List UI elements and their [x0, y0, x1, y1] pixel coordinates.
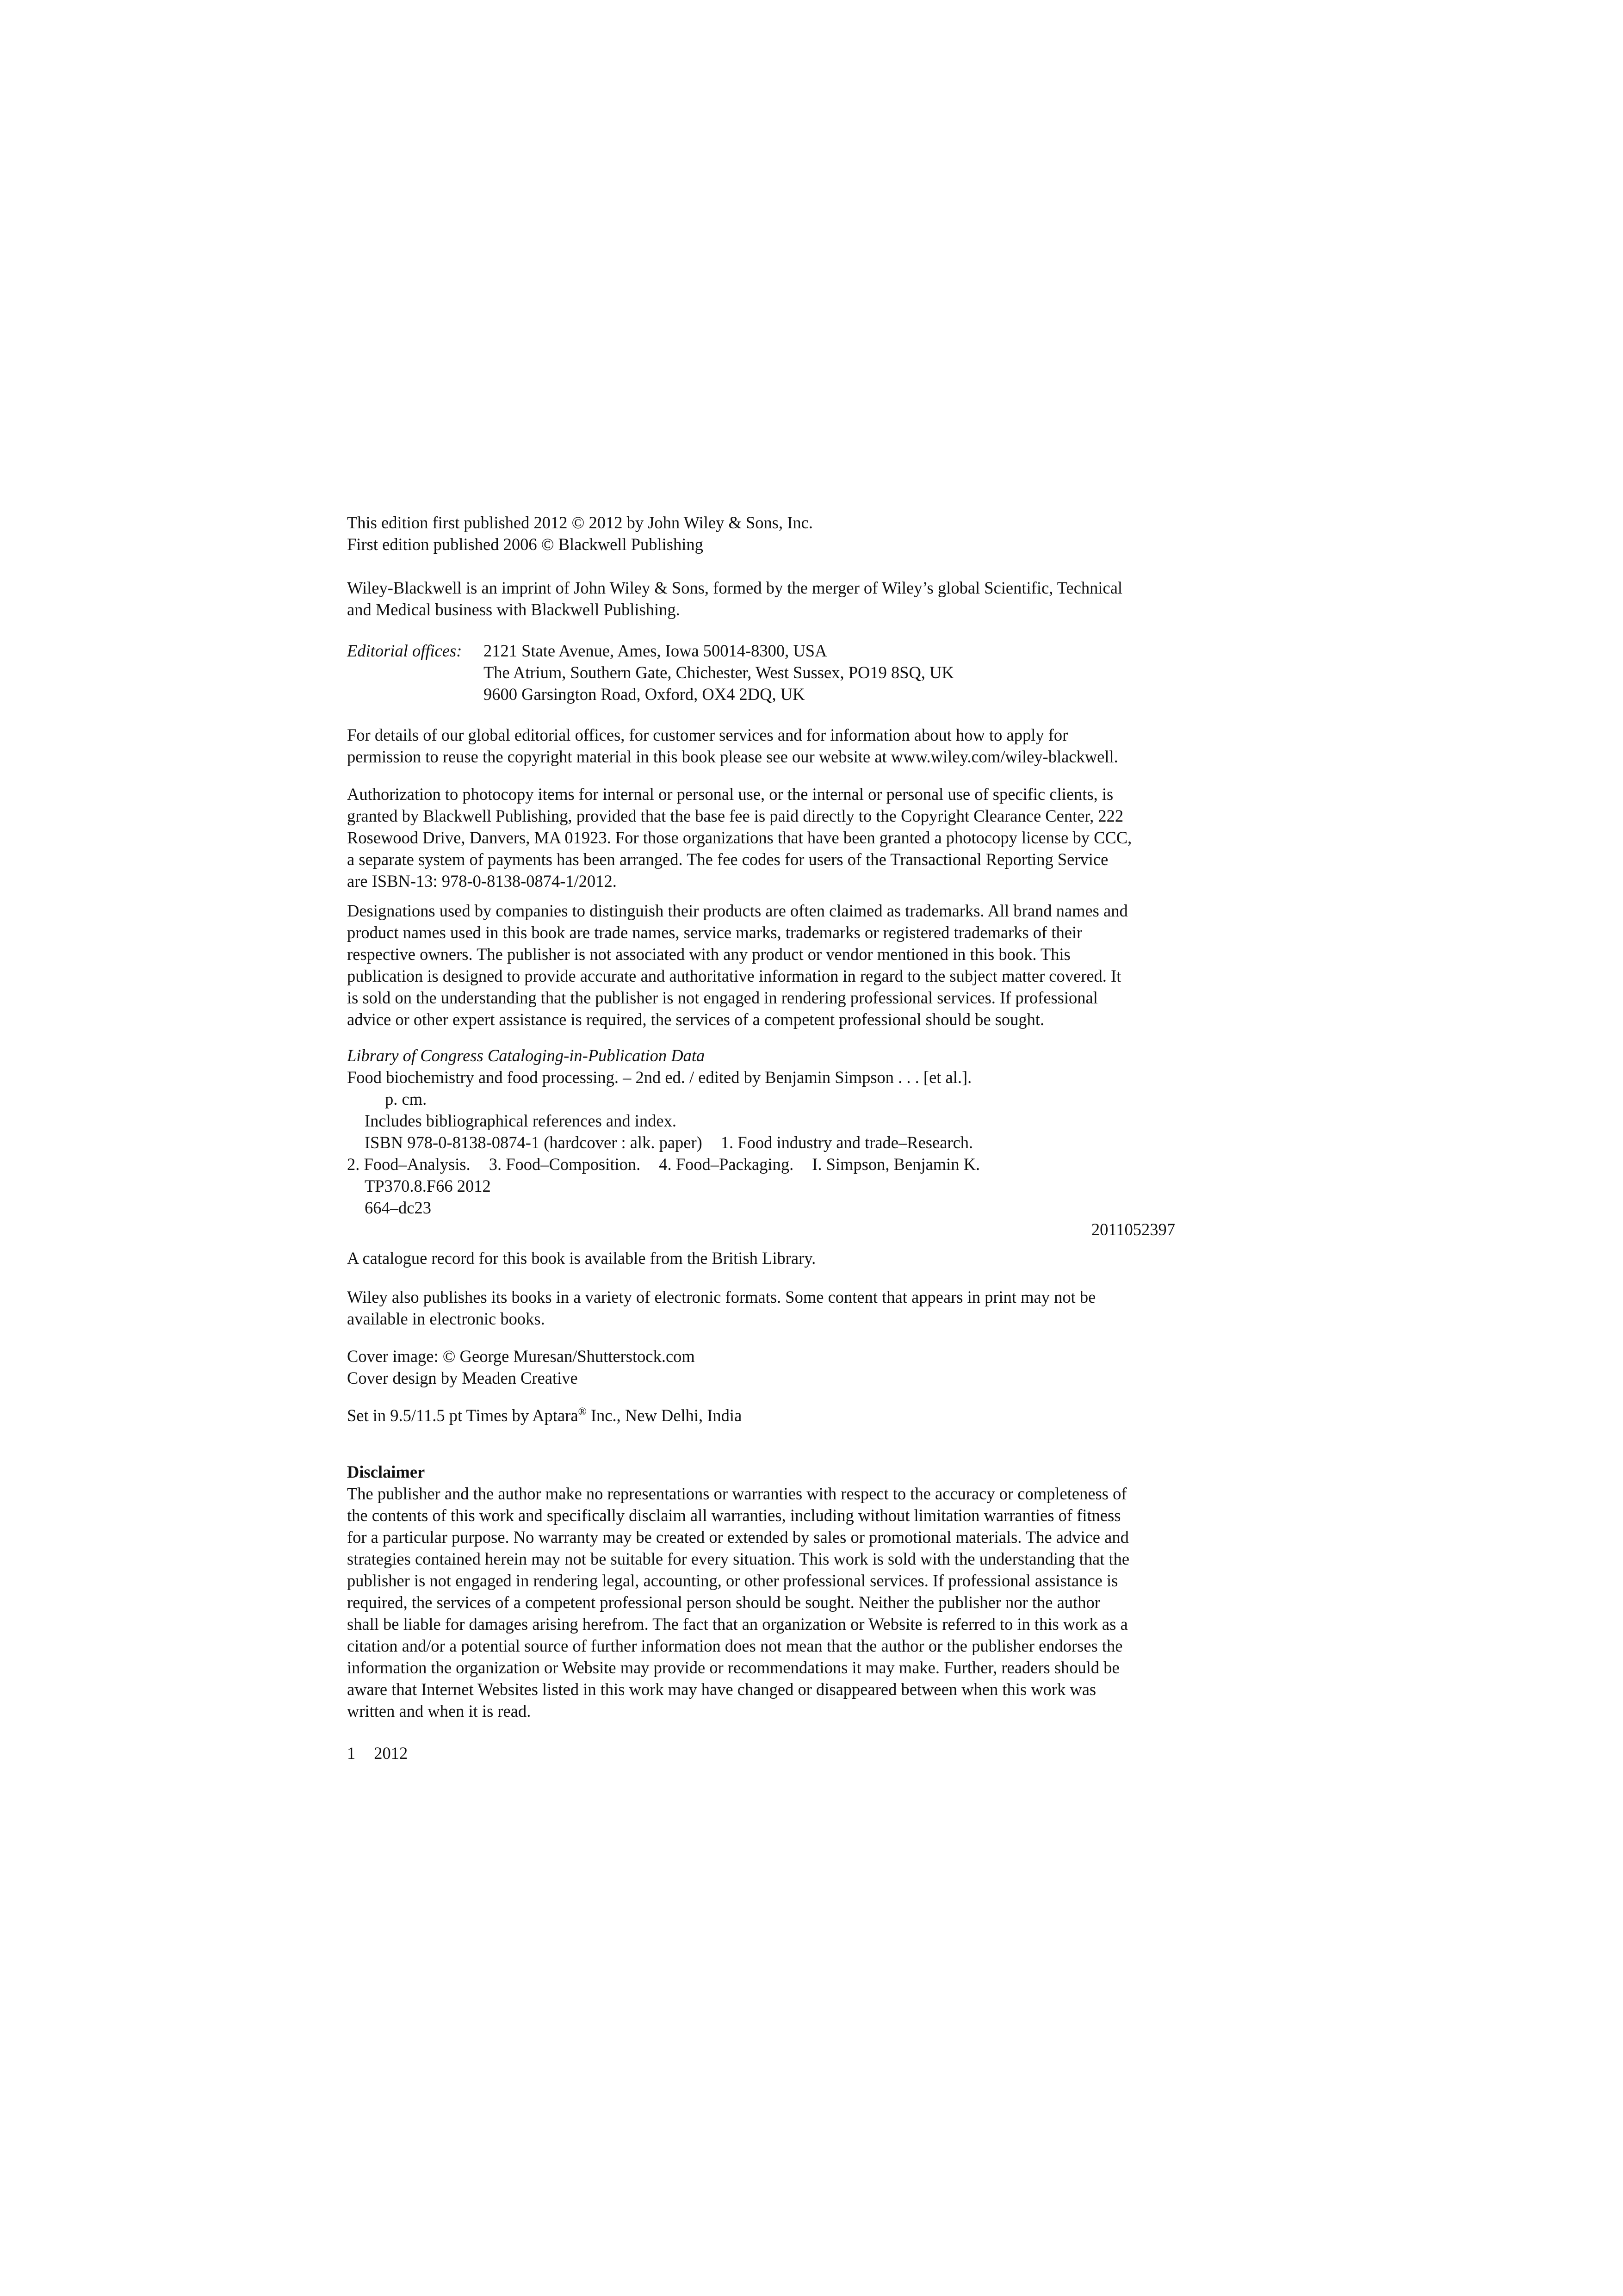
details-line: For details of our global editorial offices, for customer services and for information about how to apply for	[347, 725, 1068, 744]
cip-isbn-line	[347, 1132, 1175, 1153]
cip-lccn: 2011052397	[1091, 1220, 1175, 1239]
offices-label: Editorial offices:	[347, 641, 462, 660]
cip-block	[347, 1045, 1175, 1240]
designations-line: publication is designed to provide accurate and authoritative information in regard to the subject matter covered. It	[347, 966, 1121, 985]
cip-subject: 2. Food–Analysis.	[347, 1155, 471, 1174]
disclaimer-line: the contents of this work and specifically disclaim all warranties, including without limitation warranties of fitness	[347, 1506, 1121, 1525]
disclaimer-heading: Disclaimer	[347, 1462, 425, 1481]
disclaimer-line: information the organization or Website may provide or recommendations it may make. Further, readers should be	[347, 1658, 1120, 1677]
imprint-line: Wiley-Blackwell is an imprint of John Wiley & Sons, formed by the merger of Wiley’s global Scientific, Technical	[347, 578, 1123, 597]
cover-image-credit: Cover image: © George Muresan/Shutterstock.com	[347, 1347, 695, 1366]
catalogue-block	[347, 1247, 1175, 1269]
disclaimer-line: publisher is not engaged in rendering legal, accounting, or other professional services. If professional assistance is	[347, 1571, 1118, 1590]
catalogue-line: A catalogue record for this book is available from the British Library.	[347, 1249, 816, 1268]
cip-subject: I. Simpson, Benjamin K.	[812, 1155, 980, 1174]
authorization-block	[347, 783, 1175, 892]
authorization-line: Rosewood Drive, Danvers, MA 01923. For those organizations that have been granted a photocopy license by CCC,	[347, 828, 1132, 847]
disclaimer-line: The publisher and the author make no representations or warranties with respect to the accuracy or completeness of	[347, 1484, 1127, 1503]
electronic-line: Wiley also publishes its books in a variety of electronic formats. Some content that appears in print may not be	[347, 1287, 1096, 1306]
cip-subject: 3. Food–Composition.	[489, 1155, 641, 1174]
offices-addresses	[483, 640, 954, 705]
details-line: permission to reuse the copyright material in this book please see our website at www.wiley.com/wiley-blackwell.	[347, 747, 1118, 766]
edition-block	[347, 512, 1175, 555]
disclaimer-line: for a particular purpose. No warranty may be created or extended by sales or promotional materials. The advice and	[347, 1528, 1129, 1547]
cip-includes: Includes bibliographical references and index.	[365, 1111, 676, 1130]
disclaimer-line: citation and/or a potential source of further information does not mean that the author or the publisher endorses the	[347, 1636, 1123, 1655]
typeset-block	[347, 1405, 1175, 1426]
first-edition-line: First edition published 2006 © Blackwell Publishing	[347, 535, 703, 554]
office-address: The Atrium, Southern Gate, Chichester, West Sussex, PO19 8SQ, UK	[483, 663, 954, 682]
typeset-prefix: Set in 9.5/11.5 pt Times by Aptara	[347, 1406, 578, 1425]
designations-block	[347, 900, 1175, 1030]
printing-number: 1	[347, 1744, 356, 1763]
designations-line: Designations used by companies to distinguish their products are often claimed as trademarks. All brand names and	[347, 901, 1128, 920]
authorization-line: are ISBN-13: 978-0-8138-0874-1/2012.	[347, 872, 617, 891]
designations-line: advice or other expert assistance is required, the services of a competent professional should be sought.	[347, 1010, 1045, 1029]
authorization-line: Authorization to photocopy items for internal or personal use, or the internal or personal use of specific clients, is	[347, 785, 1114, 804]
details-block	[347, 724, 1175, 767]
office-address: 9600 Garsington Road, Oxford, OX4 2DQ, UK	[483, 685, 805, 704]
cip-pcm: p. cm.	[385, 1089, 427, 1108]
electronic-block	[347, 1286, 1175, 1330]
disclaimer-line: written and when it is read.	[347, 1702, 531, 1720]
imprint-line: and Medical business with Blackwell Publishing.	[347, 600, 680, 619]
disclaimer-line: required, the services of a competent professional person should be sought. Neither the publisher nor the author	[347, 1593, 1100, 1612]
electronic-line: available in electronic books.	[347, 1309, 545, 1328]
printing-line	[347, 1742, 1175, 1764]
disclaimer-block	[347, 1461, 1175, 1722]
cip-subject: 1. Food industry and trade–Research.	[720, 1133, 973, 1152]
registered-mark: ®	[578, 1405, 587, 1418]
cip-dewey: 664–dc23	[365, 1198, 431, 1217]
designations-line: is sold on the understanding that the publisher is not engaged in rendering professional services. If professional	[347, 988, 1098, 1007]
cip-heading: Library of Congress Cataloging-in-Publication Data	[347, 1046, 705, 1065]
editorial-offices	[347, 640, 1175, 705]
office-address: 2121 State Avenue, Ames, Iowa 50014-8300, USA	[483, 641, 827, 660]
printing-year: 2012	[374, 1744, 408, 1763]
cip-title: Food biochemistry and food processing. – 2nd ed. / edited by Benjamin Simpson . . . [et al.].	[347, 1068, 972, 1087]
typeset-line	[347, 1405, 1175, 1426]
cip-subject: 4. Food–Packaging.	[659, 1155, 794, 1174]
authorization-line: granted by Blackwell Publishing, provided that the base fee is paid directly to the Copyright Clearance Center, 222	[347, 806, 1124, 825]
authorization-line: a separate system of payments has been arranged. The fee codes for users of the Transactional Reporting Service	[347, 850, 1109, 869]
disclaimer-line: shall be liable for damages arising herefrom. The fact that an organization or Website is referred to in this work as a	[347, 1615, 1128, 1634]
typeset-suffix: Inc., New Delhi, India	[586, 1406, 742, 1425]
cover-design-credit: Cover design by Meaden Creative	[347, 1368, 578, 1387]
disclaimer-line: aware that Internet Websites listed in this work may have changed or disappeared between when this work was	[347, 1680, 1096, 1699]
cip-isbn: ISBN 978-0-8138-0874-1 (hardcover : alk. paper)	[365, 1133, 702, 1152]
edition-line: This edition first published 2012 © 2012 by John Wiley & Sons, Inc.	[347, 513, 813, 532]
cip-subjects-line	[347, 1153, 1175, 1175]
cip-call-number: TP370.8.F66 2012	[365, 1176, 491, 1195]
designations-line: product names used in this book are trade names, service marks, trademarks or registered trademarks of their	[347, 923, 1083, 942]
cover-block	[347, 1345, 1175, 1389]
designations-line: respective owners. The publisher is not associated with any product or vendor mentioned in this book. This	[347, 945, 1071, 964]
imprint-block	[347, 577, 1175, 620]
disclaimer-line: strategies contained herein may not be suitable for every situation. This work is sold with the understanding that the	[347, 1549, 1130, 1568]
